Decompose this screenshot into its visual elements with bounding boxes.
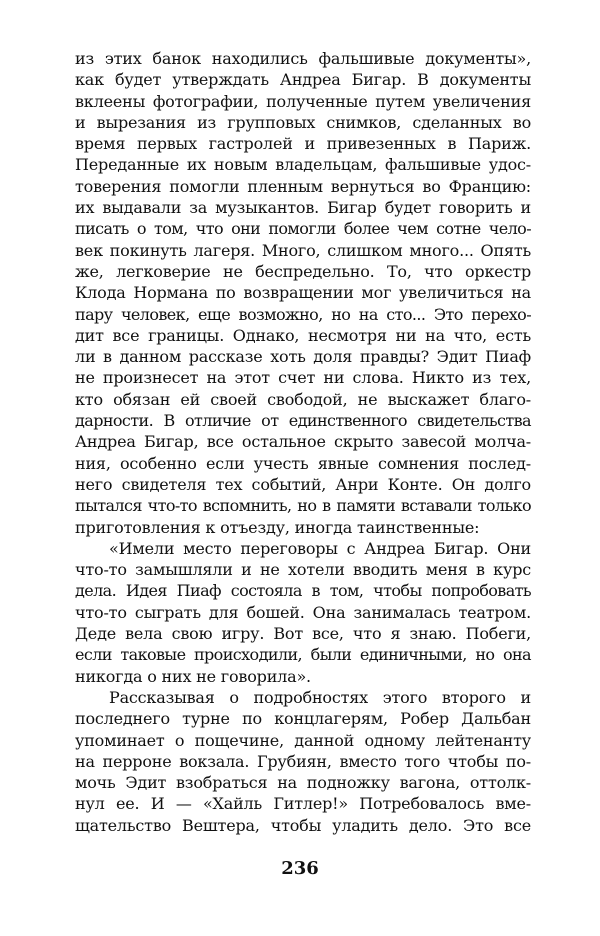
text-line: дит все границы. Однако, несмотря ни на что, есть	[75, 325, 531, 345]
text-line: товерения помогли пленным вернуться во Францию:	[75, 176, 531, 196]
text-line: время первых гастролей и привезенных в Париж.	[75, 134, 531, 154]
text-line: не произнесет на этот счет ни слова. Никто из тех,	[75, 368, 531, 388]
text-line: что-то замышляли и не хотели вводить меня в курс	[75, 560, 531, 580]
text-line: пытался что-то вспомнить, но в памяти вставали только	[75, 496, 531, 516]
text-line: дарности. В отличие от единственного свидетельства	[75, 411, 531, 431]
page-number: 236	[281, 858, 319, 879]
text-line: и вырезания из групповых снимков, сделанных во	[75, 112, 531, 132]
text-line: вклеены фотографии, полученные путем увеличения	[75, 91, 531, 111]
text-line: Переданные их новым владельцам, фальшивые удос-	[75, 155, 531, 175]
text-line: ли в данном рассказе хоть доля правды? Эдит Пиаф	[75, 347, 531, 367]
text-line: приготовления к отъезду, иногда таинственные:	[75, 517, 480, 537]
text-line: век покинуть лагеря. Много, слишком много... Опять	[75, 240, 531, 260]
text-line: как будет утверждать Андреа Бигар. В документы	[75, 70, 531, 90]
text-line: упоминает о пощечине, данной одному лейтенанту	[75, 730, 531, 750]
text-line: него свидетеля тех событий, Анри Конте. Он долго	[75, 474, 531, 494]
text-line: Рассказывая о подробностях этого второго и	[109, 687, 531, 707]
text-line: щательство Вештера, чтобы уладить дело. Это все	[75, 815, 531, 835]
text-line: последнего турне по концлагерям, Робер Дальбан	[75, 709, 531, 729]
text-line: их выдавали за музыкантов. Бигар будет говорить и	[75, 198, 531, 218]
text-line: мочь Эдит взобраться на подножку вагона, оттолк-	[75, 773, 531, 793]
text-line: Андреа Бигар, все остальное скрыто завесой молча-	[75, 432, 531, 452]
text-line: Деде вела свою игру. Вот все, что я знаю. Побеги,	[75, 624, 531, 644]
text-line: писать о том, что они помогли более чем сотне чело-	[75, 219, 531, 239]
book-page-body	[75, 48, 531, 836]
text-line: же, легковерие не беспредельно. То, что оркестр	[75, 261, 531, 281]
text-line: на перроне вокзала. Грубиян, вместо того чтобы по-	[75, 751, 531, 771]
text-line: если таковые происходили, были единичными, но она	[75, 645, 531, 665]
text-line: кто обязан ей своей свободой, не выскажет благо-	[75, 389, 531, 409]
text-line: пару человек, еще возможно, но на сто... Это перехо-	[75, 304, 531, 324]
text-line: из этих банок находились фальшивые документы»,	[75, 49, 531, 68]
text-line: ния, особенно если учесть явные сомнения послед-	[75, 453, 531, 473]
text-line: что-то сыграть для бошей. Она занималась театром.	[75, 602, 531, 622]
text-line: нул ее. И — «Хайль Гитлер!» Потребовалось вме-	[75, 794, 531, 814]
text-line: Клода Нормана по возвращении мог увеличиться на	[75, 283, 531, 303]
text-line: никогда о них не говорила».	[75, 666, 311, 686]
text-line: дела. Идея Пиаф состояла в том, чтобы попробовать	[75, 581, 531, 601]
text-line: «Имели место переговоры с Андреа Бигар. Они	[109, 538, 531, 558]
